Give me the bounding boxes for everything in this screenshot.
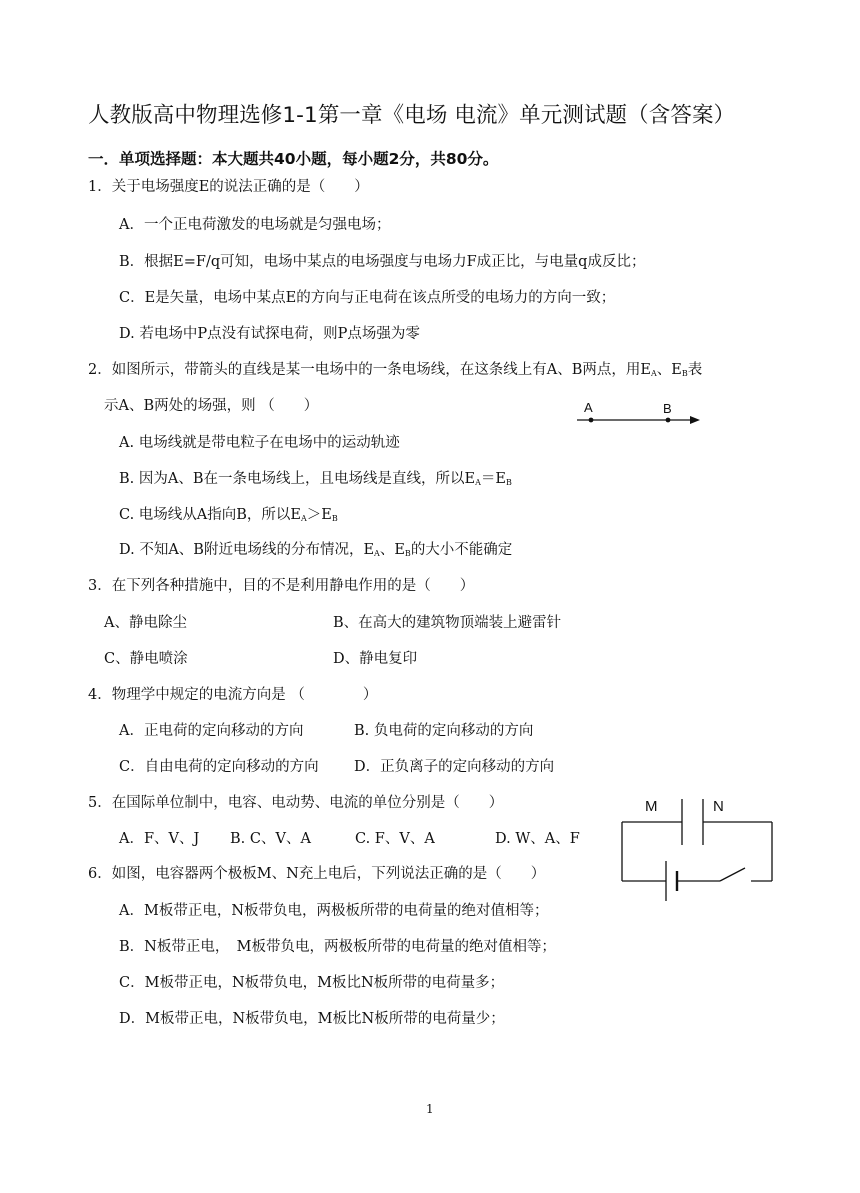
q5-option-b: B. C、V、A (230, 831, 311, 847)
q4-stem: 4．物理学中规定的电流方向是 （ ） (88, 687, 378, 703)
q1-stem: 1．关于电场强度E的说法正确的是（ ） (88, 179, 369, 195)
q1-option-c: C．E是矢量，电场中某点E的方向与正电荷在该点所受的电场力的方向一致； (119, 290, 616, 306)
q4-option-b: B. 负电荷的定向移动的方向 (354, 723, 534, 739)
capacitor-plate-n-label: N (713, 798, 724, 815)
q3-option-b: B、在高大的建筑物顶端装上避雷针 (333, 615, 562, 631)
q2-field-line-figure (574, 398, 704, 428)
q2-option-b: B. 因为A、B在一条电场线上，且电场线是直线，所以$E_A=E_B$ (119, 471, 512, 487)
q1-option-b: B．根据E=F/q可知，电场中某点的电场强度与电场力F成正比，与电量q成反比； (119, 254, 646, 270)
q2-stem-line2: 示A、B两处的场强，则 （ ） (104, 398, 319, 414)
q6-option-d: D．M板带正电，N板带负电，M板比N板所带的电荷量少； (119, 1011, 505, 1027)
q6-option-b: B．N板带正电， M板带负电，两极板所带的电荷量的绝对值相等； (119, 939, 556, 955)
q6-option-c: C．M板带正电，N板带负电，M板比N板所带的电荷量多； (119, 975, 505, 991)
q3-option-a: A、静电除尘 (104, 615, 187, 631)
q2-point-a-label: A (584, 400, 593, 415)
q1-option-a: A．一个正电荷激发的电场就是匀强电场； (119, 217, 391, 233)
q2-point-b-label: B (663, 401, 672, 416)
page-number: 1 (426, 1102, 434, 1116)
q4-option-a: A．正电荷的定向移动的方向 (119, 723, 304, 739)
q2-option-c: C. 电场线从A指向B，所以$E_A>E_B$ (119, 507, 338, 523)
q6-option-a: A．M板带正电，N板带负电，两极板所带的电荷量的绝对值相等； (119, 903, 549, 919)
q3-stem: 3．在下列各种措施中，目的不是利用静电作用的是（ ） (88, 578, 475, 594)
q2-option-d: D. 不知A、B附近电场线的分布情况，$E_A$、$E_B$的大小不能确定 (119, 542, 513, 558)
document-title: 人教版高中物理选修1-1第一章《电场 电流》单元测试题（含答案） (88, 103, 736, 128)
q5-option-a: A．F、V、J (119, 831, 200, 847)
q6-stem: 6．如图，电容器两个极板M、N充上电后，下列说法正确的是（ ） (88, 866, 546, 882)
q2-option-a: A. 电场线就是带电粒子在电场中的运动轨迹 (119, 435, 400, 451)
q3-option-d: D、静电复印 (333, 651, 418, 667)
q5-stem: 5．在国际单位制中，电容、电动势、电流的单位分别是（ ） (88, 795, 504, 811)
q6-circuit-figure (615, 793, 780, 908)
q3-option-c: C、静电喷涂 (104, 651, 188, 667)
q5-option-d: D. W、A、F (495, 831, 580, 847)
q4-option-d: D．正负离子的定向移动的方向 (354, 759, 555, 775)
q5-option-c: C. F、V、A (355, 831, 435, 847)
q2-stem: 2．如图所示，带箭头的直线是某一电场中的一条电场线，在这条线上有A、B两点，用$E_A$、$E_B$表 (88, 362, 703, 378)
capacitor-plate-m-label: M (645, 798, 658, 815)
q4-option-c: C．自由电荷的定向移动的方向 (119, 759, 319, 775)
q1-option-d: D. 若电场中P点没有试探电荷，则P点场强为零 (119, 326, 420, 342)
section-heading: 一．单项选择题：本大题共40小题，每小题2分，共80分。 (88, 150, 499, 168)
